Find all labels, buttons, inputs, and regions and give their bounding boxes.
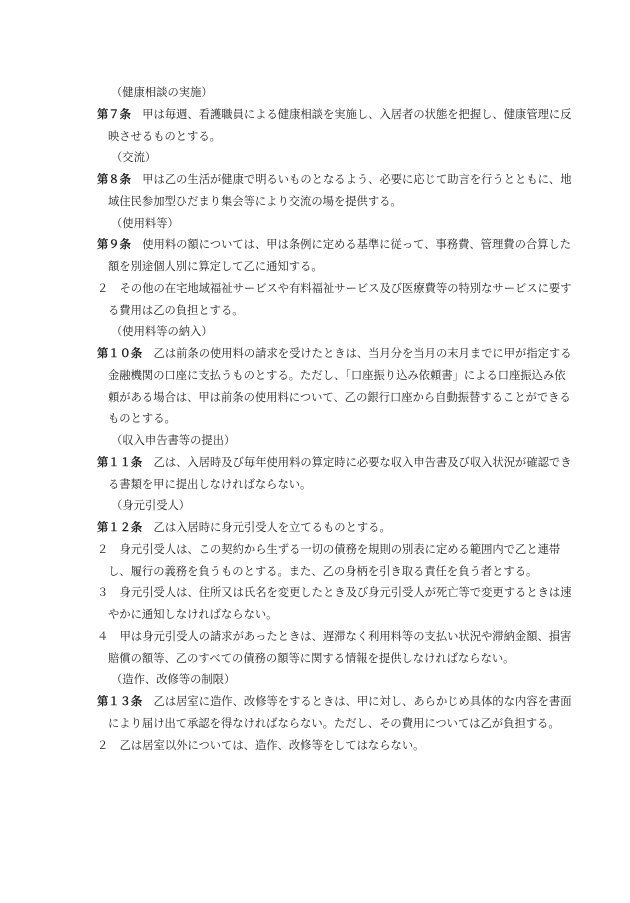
article-number: 第１３条 xyxy=(97,695,143,708)
article-heading: （交流） xyxy=(111,151,157,165)
article-clause xyxy=(97,104,572,148)
article-10 xyxy=(97,321,572,430)
paragraph-text: 甲は身元引受人の請求があったときは、遅滞なく利用料等の支払い状況や滞納金額、損害賠償の額等、乙のすべての債務の額等に関する情報を提供しなければならない。 xyxy=(108,629,572,665)
article-heading: （身元引受人） xyxy=(111,499,191,513)
article-clause xyxy=(97,691,572,735)
article-13 xyxy=(97,669,572,756)
document-page xyxy=(97,82,572,756)
paragraph-text: 身元引受人は、住所又は氏名を変更したとき及び身元引受人が死亡等で変更するときは速やかに通知しなければならない。 xyxy=(108,586,572,621)
article-body: 使用料の額については、甲は条例に定める基準に従って、事務費、管理費の合算した額を別途個人別に算定して乙に通知する。 xyxy=(108,238,572,273)
article-number: 第７条 xyxy=(97,107,131,121)
article-clause xyxy=(97,452,572,496)
article-body: 甲は毎週、看護職員による健康相談を実施し、入居者の状態を把握し、健康管理に反映させるものとする。 xyxy=(108,107,572,143)
paragraph-number: ２ xyxy=(97,738,109,752)
article-clause xyxy=(97,234,572,278)
paragraph-text: 乙は居室以外については、造作、改修等をしてはならない。 xyxy=(119,738,425,752)
article-body: 乙は、入居時及び毎年使用料の算定時に必要な収入申告書及び収入状況が確認できる書類を甲に提出しなければならない。 xyxy=(108,455,572,491)
article-heading: （造作、改修等の制限） xyxy=(111,673,236,687)
article-body: 甲は乙の生活が健康で明るいものとなるよう、必要に応じて助言を行うとともに、地域住民参加型ひだまり集会等により交流の場を提供する。 xyxy=(108,173,572,208)
article-body: 乙は前条の使用料の請求を受けたときは、当月分を当月の末月までに甲が指定する金融機関の口座に支払うものとする。ただし、「口座振り込み依頼書」による口座振込み依頼がある場合は、甲は前条の使用料について、乙の銀行口座から自動振替することができるものとする。 xyxy=(108,347,572,426)
paragraph-text: その他の在宅地域福祉サービスや有料福祉サービス及び医療費等の特別なサービスに要する費用は乙の負担とする。 xyxy=(108,281,572,317)
paragraph-number: ４ xyxy=(97,629,109,643)
paragraph xyxy=(97,582,572,626)
article-12 xyxy=(97,495,572,669)
paragraph-number: ２ xyxy=(97,542,109,556)
article-number: 第１０条 xyxy=(97,347,143,360)
article-7 xyxy=(97,82,572,147)
article-11 xyxy=(97,430,572,495)
article-heading: （使用料等の納入） xyxy=(111,325,213,339)
article-heading: （使用料等） xyxy=(111,216,179,230)
article-body: 乙は居室に造作、改修等をするときは、甲に対し、あらかじめ具体的な内容を書面により届け出て承認を得なければならない。ただし、その費用については乙が負担する。 xyxy=(108,695,572,730)
article-clause xyxy=(97,343,572,430)
article-number: 第９条 xyxy=(97,238,131,252)
article-heading: （収入申告書等の提出） xyxy=(111,434,236,447)
article-number: 第８条 xyxy=(97,173,131,186)
article-clause xyxy=(97,517,572,539)
paragraph-text: 身元引受人は、この契約から生ずる一切の債務を規則の別表に定める範囲内で乙と連帯し、履行の義務を負うものとする。また、乙の身柄を引き取る責任を負う者とする。 xyxy=(108,542,561,578)
article-9 xyxy=(97,213,572,322)
article-clause xyxy=(97,169,572,213)
article-8 xyxy=(97,147,572,212)
article-number: 第１２条 xyxy=(97,521,143,534)
article-body: 乙は入居時に身元引受人を立てるものとする。 xyxy=(153,521,391,534)
article-heading: （健康相談の実施） xyxy=(111,86,213,99)
paragraph xyxy=(97,626,572,670)
paragraph-number: ３ xyxy=(97,586,109,600)
paragraph-number: ２ xyxy=(97,281,109,295)
paragraph xyxy=(97,539,572,583)
article-number: 第１１条 xyxy=(97,455,143,469)
paragraph xyxy=(97,278,572,322)
paragraph xyxy=(97,735,572,757)
